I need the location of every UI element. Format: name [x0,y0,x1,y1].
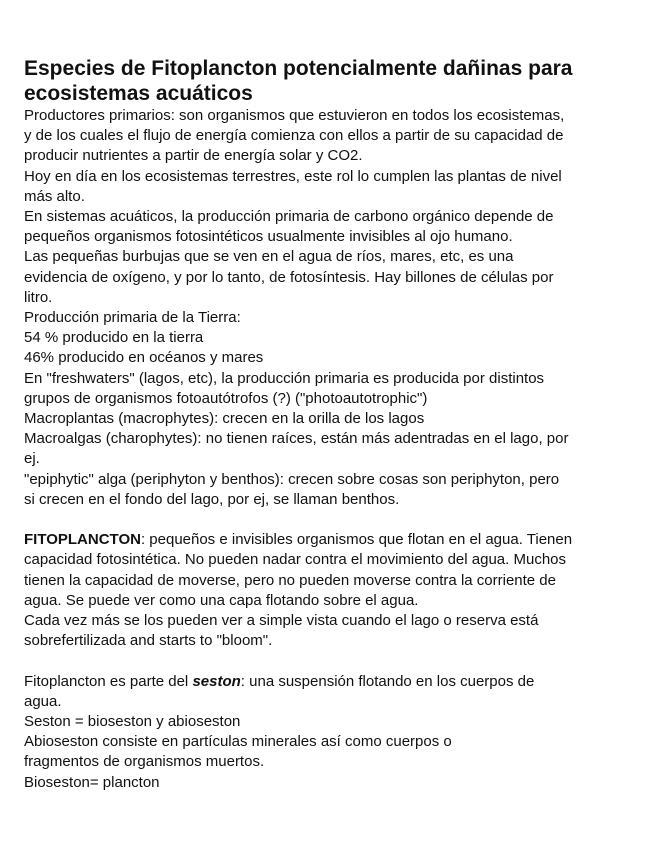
text-fragment: : pequeños e invisibles organismos que flotan en el agua. Tienen [140,531,573,549]
text-line [24,672,656,692]
text-fragment: Fitoplancton es parte del [24,672,193,690]
text-line: 46% producido en océanos y mares [24,349,264,367]
text-line: grupos de organismos fotoautótrofos (?) ("photoautotrophic") [24,389,428,407]
text-line: Hoy en día en los ecosistemas terrestres, este rol lo cumplen las plantas de nivel [24,167,562,185]
paragraph-spacer [24,510,656,530]
text-line: Bioseston= plancton [24,773,160,791]
paragraph-fitoplancton [24,530,656,651]
text-line [24,530,656,550]
title-line: Especies de Fitoplancton potencialmente dañinas para [24,57,573,80]
text-line: En "freshwaters" (lagos, etc), la producción primaria es producida por distintos [24,369,545,387]
text-line: y de los cuales el flujo de energía comienza con ellos a partir de su capacidad de [24,127,564,145]
text-line: capacidad fotosintética. No pueden nadar contra el movimiento del agua. Muchos [24,551,566,569]
text-line: Las pequeñas burbujas que se ven en el agua de ríos, mares, etc, es una [24,248,514,266]
text-line: evidencia de oxígeno, y por lo tanto, de fotosíntesis. Hay billones de células por [24,268,554,286]
text-line: "epiphytic" alga (periphyton y benthos): crecen sobre cosas son periphyton, pero [24,470,560,488]
text-line: ej. [24,450,40,468]
text-line: agua. [24,692,62,710]
text-line: sobrefertilizada and starts to "bloom". [24,632,273,650]
text-line: Macroplantas (macrophytes): crecen en la orilla de los lagos [24,410,425,428]
text-line: Seston = bioseston y abioseston [24,713,241,731]
text-line: Abioseston consiste en partículas minerales así como cuerpos o [24,733,452,751]
text-line: 54 % producido en la tierra [24,329,204,347]
text-line: pequeños organismos fotosintéticos usualmente invisibles al ojo humano. [24,228,513,246]
text-line: En sistemas acuáticos, la producción primaria de carbono orgánico depende de [24,208,554,226]
text-line: Producción primaria de la Tierra: [24,309,241,327]
text-line: Cada vez más se los pueden ver a simple vista cuando el lago o reserva está [24,612,539,630]
text-line: más alto. [24,187,85,205]
document-page [24,56,656,793]
text-line: fragmentos de organismos muertos. [24,753,265,771]
paragraph-seston [24,672,656,793]
text-line: Productores primarios: son organismos que estuvieron en todos los ecosistemas, [24,107,565,124]
text-line: producir nutrientes a partir de energía solar y CO2. [24,147,363,165]
text-fragment: : una suspensión flotando en los cuerpos de [240,672,535,690]
text-line: tienen la capacidad de moverse, pero no pueden moverse contra la corriente de [24,571,556,589]
page-title [24,56,634,106]
text-line: si crecen en el fondo del lago, por ej, se llaman benthos. [24,490,400,508]
title-line: ecosistemas acuáticos [24,82,253,105]
term-seston: seston [192,672,241,690]
paragraph-spacer [24,651,656,671]
text-line: Macroalgas (charophytes): no tienen raíces, están más adentradas en el lago, por [24,430,569,448]
text-line: agua. Se puede ver como una capa flotando sobre el agua. [24,591,419,609]
term-fitoplancton: FITOPLANCTON [24,531,141,549]
paragraph-productores [24,106,656,510]
text-line: litro. [24,288,53,306]
